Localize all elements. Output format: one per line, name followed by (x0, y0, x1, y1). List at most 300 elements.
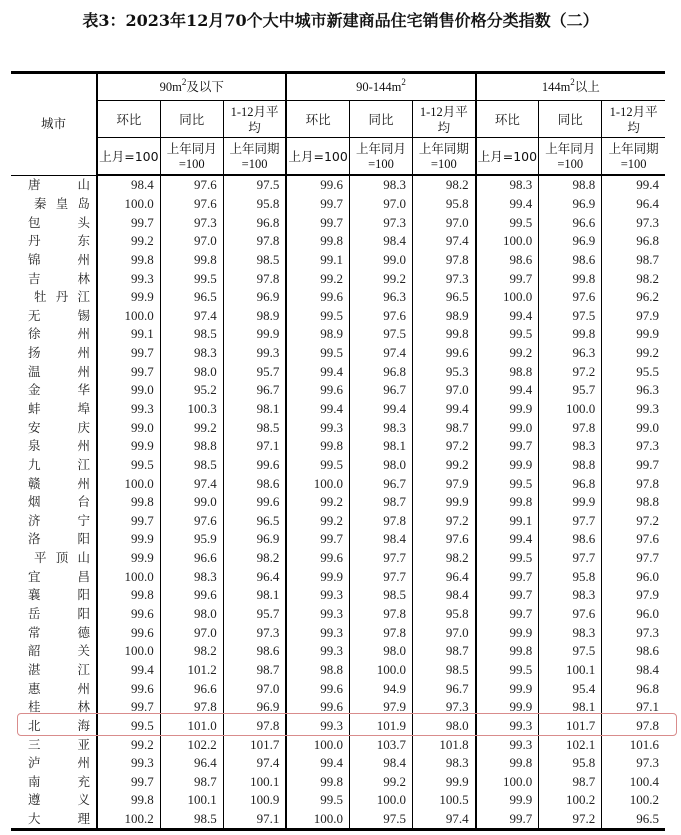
index-value-cell: 97.6 (160, 175, 223, 195)
subcol-header-1-1 (349, 101, 412, 138)
index-value-cell: 99.9 (97, 437, 160, 456)
index-value-cell: 101.8 (413, 735, 476, 754)
index-value-cell: 99.8 (286, 232, 349, 251)
index-value-cell: 97.9 (602, 306, 665, 325)
table-row (11, 773, 665, 792)
index-value-cell: 96.8 (539, 474, 602, 493)
index-value-cell: 96.4 (413, 567, 476, 586)
index-value-cell: 99.4 (476, 306, 539, 325)
index-value-cell: 98.0 (349, 642, 412, 661)
subcol-header-2-0 (476, 101, 539, 138)
city-char: 宁 (77, 512, 90, 528)
subcol-label-line1: 1-12月平 (419, 104, 468, 119)
base-label-line2: =100 (430, 156, 457, 171)
table-row (11, 288, 665, 307)
index-value-cell: 100.3 (160, 400, 223, 419)
index-value-cell: 99.5 (286, 306, 349, 325)
base-label-line2: =100 (557, 156, 584, 171)
city-char: 遵 (28, 792, 41, 808)
index-value-cell: 95.2 (160, 381, 223, 400)
index-value-cell: 98.3 (539, 586, 602, 605)
city-cell (11, 512, 97, 531)
index-value-cell: 99.8 (97, 791, 160, 810)
base-label-line2: =100 (620, 156, 647, 171)
index-value-cell: 102.2 (160, 735, 223, 754)
index-value-cell: 99.4 (286, 754, 349, 773)
index-value-cell: 98.8 (160, 437, 223, 456)
city-char: 常 (28, 624, 41, 640)
index-value-cell: 101.9 (349, 717, 412, 736)
table-row (11, 810, 665, 830)
index-value-cell: 99.7 (286, 530, 349, 549)
city-char: 泉 (28, 438, 41, 454)
index-value-cell: 98.5 (223, 418, 286, 437)
city-cell (11, 493, 97, 512)
index-value-cell: 97.3 (413, 269, 476, 288)
index-value-cell: 99.7 (476, 605, 539, 624)
city-cell (11, 232, 97, 251)
table-row (11, 232, 665, 251)
table-row (11, 474, 665, 493)
index-value-cell: 97.0 (223, 679, 286, 698)
index-value-cell: 97.7 (349, 549, 412, 568)
table-row (11, 195, 665, 214)
index-value-cell: 99.7 (476, 810, 539, 830)
base-header-1-0 (286, 138, 349, 176)
base-header-1-2 (413, 138, 476, 176)
index-value-cell: 98.3 (349, 175, 412, 195)
index-value-cell: 95.7 (223, 605, 286, 624)
index-value-cell: 96.8 (602, 232, 665, 251)
index-value-cell: 98.6 (539, 251, 602, 270)
city-cell (11, 381, 97, 400)
city-char: 州 (77, 326, 90, 342)
index-value-cell: 97.7 (539, 549, 602, 568)
subcol-header-2-1 (539, 101, 602, 138)
index-value-cell: 98.3 (539, 623, 602, 642)
city-char: 岛 (77, 195, 90, 211)
index-value-cell: 99.6 (223, 493, 286, 512)
subcol-header-1-0 (286, 101, 349, 138)
index-value-cell: 96.8 (223, 213, 286, 232)
index-value-cell: 97.9 (602, 586, 665, 605)
index-value-cell: 96.9 (223, 530, 286, 549)
index-value-cell: 99.9 (413, 773, 476, 792)
index-value-cell: 99.4 (476, 381, 539, 400)
index-value-cell: 97.0 (349, 195, 412, 214)
index-value-cell: 97.8 (602, 474, 665, 493)
index-value-cell: 97.2 (539, 362, 602, 381)
base-header-2-2 (602, 138, 665, 176)
index-value-cell: 96.5 (160, 288, 223, 307)
city-char: 州 (77, 755, 90, 771)
index-value-cell: 97.0 (413, 623, 476, 642)
base-label-line1: 上年同月 (166, 140, 217, 156)
city-cell (11, 623, 97, 642)
index-value-cell: 98.5 (160, 325, 223, 344)
city-char: 充 (77, 773, 90, 789)
index-value-cell: 98.0 (160, 362, 223, 381)
index-value-cell: 99.9 (602, 325, 665, 344)
index-value-cell: 97.3 (602, 623, 665, 642)
table-row (11, 400, 665, 419)
index-value-cell: 97.2 (413, 437, 476, 456)
index-value-cell: 98.4 (349, 754, 412, 773)
city-char: 宜 (28, 568, 41, 584)
index-value-cell: 100.0 (476, 773, 539, 792)
index-value-cell: 99.8 (539, 325, 602, 344)
index-value-cell: 98.4 (413, 586, 476, 605)
index-value-cell: 99.5 (476, 661, 539, 680)
index-value-cell: 98.5 (349, 586, 412, 605)
city-char: 阳 (77, 606, 90, 622)
index-value-cell: 99.0 (97, 381, 160, 400)
city-char: 大 (28, 811, 41, 827)
index-value-cell: 99.2 (160, 418, 223, 437)
index-value-cell: 96.6 (160, 679, 223, 698)
index-value-cell: 98.8 (539, 175, 602, 195)
index-value-cell: 95.8 (413, 195, 476, 214)
index-value-cell: 100.0 (97, 474, 160, 493)
index-value-cell: 97.8 (349, 605, 412, 624)
index-value-cell: 99.7 (97, 773, 160, 792)
table-row (11, 754, 665, 773)
table-row (11, 306, 665, 325)
index-value-cell: 96.4 (160, 754, 223, 773)
city-char: 吉 (28, 270, 41, 286)
index-value-cell: 99.3 (286, 605, 349, 624)
index-value-cell: 98.2 (413, 549, 476, 568)
index-value-cell: 97.5 (539, 306, 602, 325)
index-value-cell: 99.5 (476, 213, 539, 232)
city-cell (11, 810, 97, 830)
base-label-line1: 上年同期 (418, 140, 469, 156)
index-value-cell: 97.1 (223, 810, 286, 830)
index-value-cell: 100.0 (97, 567, 160, 586)
subcol-header-0-1 (160, 101, 223, 138)
index-value-cell: 99.0 (97, 418, 160, 437)
index-value-cell: 97.2 (602, 512, 665, 531)
index-value-cell: 96.3 (349, 288, 412, 307)
index-value-cell: 97.9 (349, 698, 412, 717)
index-value-cell: 99.4 (97, 661, 160, 680)
group-header-90-144: $90-144m^2$ (286, 73, 475, 101)
index-value-cell: 96.0 (602, 567, 665, 586)
index-value-cell: 97.5 (223, 175, 286, 195)
index-value-cell: 98.7 (349, 493, 412, 512)
table-row (11, 586, 665, 605)
city-char: 烟 (28, 494, 41, 510)
table-row (11, 661, 665, 680)
base-label-line1: 上年同期 (229, 140, 280, 156)
index-value-cell: 97.0 (160, 623, 223, 642)
index-value-cell: 99.2 (286, 269, 349, 288)
index-value-cell: 95.8 (223, 195, 286, 214)
city-cell (11, 306, 97, 325)
index-value-cell: 99.2 (349, 269, 412, 288)
index-value-cell: 97.4 (160, 306, 223, 325)
city-char: 州 (77, 475, 90, 491)
table-row (11, 344, 665, 363)
city-cell (11, 567, 97, 586)
city-cell (11, 642, 97, 661)
index-value-cell: 99.9 (476, 698, 539, 717)
index-value-cell: 99.4 (476, 530, 539, 549)
table-row (11, 456, 665, 475)
city-char: 安 (28, 419, 41, 435)
index-value-cell: 99.8 (286, 437, 349, 456)
index-value-cell: 98.5 (160, 810, 223, 830)
index-value-cell: 98.5 (223, 251, 286, 270)
index-value-cell: 97.0 (160, 232, 223, 251)
city-char: 襄 (28, 587, 41, 603)
index-value-cell: 96.8 (349, 362, 412, 381)
city-char: 扬 (28, 345, 41, 361)
index-value-cell: 99.8 (97, 586, 160, 605)
index-value-cell: 97.3 (413, 698, 476, 717)
index-value-cell: 96.4 (602, 195, 665, 214)
index-value-cell: 100.2 (97, 810, 160, 830)
index-value-cell: 99.9 (97, 288, 160, 307)
index-value-cell: 96.8 (602, 679, 665, 698)
index-value-cell: 98.7 (223, 661, 286, 680)
index-value-cell: 96.2 (602, 288, 665, 307)
city-cell (11, 661, 97, 680)
subcol-label: 环比 (305, 111, 331, 127)
base-label: 上月=100 (99, 148, 159, 164)
index-value-cell: 99.3 (97, 400, 160, 419)
index-value-cell: 98.5 (160, 456, 223, 475)
city-char: 北 (28, 717, 41, 733)
index-value-cell: 100.2 (539, 791, 602, 810)
index-value-cell: 95.8 (413, 605, 476, 624)
index-value-cell: 99.7 (97, 362, 160, 381)
index-value-cell: 98.2 (413, 175, 476, 195)
index-value-cell: 99.2 (97, 735, 160, 754)
index-value-cell: 96.9 (539, 195, 602, 214)
index-value-cell: 99.4 (413, 400, 476, 419)
index-value-cell: 99.3 (602, 400, 665, 419)
index-value-cell: 97.3 (602, 213, 665, 232)
index-value-cell: 97.4 (413, 810, 476, 830)
index-value-cell: 95.8 (539, 754, 602, 773)
city-char: 山 (77, 550, 90, 566)
index-value-cell: 99.6 (160, 586, 223, 605)
city-cell (11, 325, 97, 344)
index-value-cell: 99.6 (223, 456, 286, 475)
base-header-2-0 (476, 138, 539, 176)
index-value-cell: 97.8 (349, 512, 412, 531)
index-value-cell: 101.0 (160, 717, 223, 736)
base-header-0-2 (223, 138, 286, 176)
index-value-cell: 97.8 (223, 717, 286, 736)
index-value-cell: 97.5 (539, 642, 602, 661)
index-value-cell: 99.9 (97, 549, 160, 568)
city-char: 锡 (77, 307, 90, 323)
table-row (11, 679, 665, 698)
table-row (11, 530, 665, 549)
city-char: 九 (28, 456, 41, 472)
subcol-label-line1: 1-12月平 (609, 104, 658, 119)
index-value-cell: 98.8 (286, 661, 349, 680)
index-value-cell: 99.9 (476, 679, 539, 698)
index-value-cell: 97.7 (349, 567, 412, 586)
index-value-cell: 95.7 (539, 381, 602, 400)
index-value-cell: 99.8 (476, 754, 539, 773)
index-value-cell: 98.1 (223, 400, 286, 419)
city-char: 林 (77, 699, 90, 715)
index-value-cell: 100.0 (539, 400, 602, 419)
index-value-cell: 98.9 (413, 306, 476, 325)
index-value-cell: 96.7 (413, 679, 476, 698)
index-value-cell: 100.0 (349, 661, 412, 680)
base-header-1-1 (349, 138, 412, 176)
index-value-cell: 99.7 (286, 213, 349, 232)
index-value-cell: 95.4 (539, 679, 602, 698)
index-value-cell: 96.5 (413, 288, 476, 307)
city-char: 州 (77, 438, 90, 454)
table-row (11, 791, 665, 810)
index-value-cell: 96.9 (539, 232, 602, 251)
index-value-cell: 99.7 (97, 344, 160, 363)
index-value-cell: 98.8 (602, 493, 665, 512)
index-value-cell: 97.3 (602, 437, 665, 456)
city-char: 州 (77, 363, 90, 379)
index-value-cell: 99.7 (476, 567, 539, 586)
city-char: 赣 (28, 475, 41, 491)
city-cell (11, 474, 97, 493)
index-value-cell: 100.1 (539, 661, 602, 680)
city-cell (11, 754, 97, 773)
index-value-cell: 96.9 (223, 698, 286, 717)
index-value-cell: 99.6 (286, 549, 349, 568)
table-row (11, 623, 665, 642)
index-value-cell: 97.4 (413, 232, 476, 251)
index-value-cell: 98.3 (160, 567, 223, 586)
index-value-cell: 99.9 (286, 567, 349, 586)
city-char: 蚌 (28, 401, 41, 416)
index-value-cell: 97.4 (160, 474, 223, 493)
index-value-cell: 98.4 (349, 530, 412, 549)
city-cell (11, 437, 97, 456)
city-cell (11, 773, 97, 792)
index-value-cell: 98.7 (413, 642, 476, 661)
subcol-header-1-2 (413, 101, 476, 138)
subcol-label: 同比 (179, 111, 205, 127)
city-char: 阳 (77, 531, 90, 547)
index-value-cell: 95.8 (539, 567, 602, 586)
base-label-line2: =100 (241, 156, 268, 171)
index-value-cell: 97.6 (160, 512, 223, 531)
index-value-cell: 103.7 (349, 735, 412, 754)
city-char: 阳 (77, 587, 90, 603)
index-value-cell: 99.7 (476, 437, 539, 456)
city-char: 湛 (28, 661, 41, 677)
index-value-cell: 100.0 (97, 642, 160, 661)
city-char: 州 (77, 251, 90, 267)
city-char: 济 (28, 512, 41, 528)
base-header-0-1 (160, 138, 223, 176)
index-value-cell: 99.7 (97, 698, 160, 717)
city-char: 牡 (34, 289, 47, 305)
city-char: 理 (77, 811, 90, 827)
city-char: 东 (77, 233, 90, 249)
index-value-cell: 98.3 (349, 418, 412, 437)
city-char: 金 (28, 382, 41, 398)
index-value-cell: 98.6 (223, 642, 286, 661)
city-char: 徐 (28, 326, 41, 342)
index-value-cell: 99.0 (160, 493, 223, 512)
subcol-label: 同比 (368, 111, 394, 127)
index-value-cell: 99.0 (349, 251, 412, 270)
city-char: 江 (77, 456, 90, 472)
city-cell (11, 195, 97, 214)
table-row (11, 735, 665, 754)
city-char: 亚 (77, 736, 90, 752)
index-value-cell: 99.5 (286, 344, 349, 363)
group-header-over-144: $144m^2$以上 (476, 73, 665, 101)
index-value-cell: 99.3 (97, 269, 160, 288)
index-value-cell: 99.6 (413, 344, 476, 363)
index-value-cell: 99.8 (539, 269, 602, 288)
city-cell (11, 456, 97, 475)
index-value-cell: 98.7 (160, 773, 223, 792)
index-value-cell: 99.9 (476, 400, 539, 419)
index-value-cell: 99.5 (286, 791, 349, 810)
index-value-cell: 98.5 (413, 661, 476, 680)
index-value-cell: 99.8 (97, 493, 160, 512)
index-value-cell: 97.3 (223, 623, 286, 642)
table-row (11, 567, 665, 586)
base-header-2-1 (539, 138, 602, 176)
price-index-table (11, 71, 665, 831)
city-char: 关 (77, 643, 90, 659)
index-value-cell: 96.9 (223, 288, 286, 307)
index-value-cell: 95.5 (602, 362, 665, 381)
index-value-cell: 94.9 (349, 679, 412, 698)
index-value-cell: 99.8 (97, 251, 160, 270)
index-value-cell: 98.7 (602, 251, 665, 270)
index-value-cell: 99.6 (286, 381, 349, 400)
table-row (11, 717, 665, 736)
index-value-cell: 99.3 (286, 623, 349, 642)
city-char: 惠 (28, 680, 41, 696)
city-char: 丹 (55, 289, 69, 305)
index-value-cell: 98.8 (539, 456, 602, 475)
index-value-cell: 100.5 (413, 791, 476, 810)
base-label-line2: =100 (178, 156, 205, 171)
city-char: 海 (77, 717, 90, 733)
city-char: 三 (28, 736, 41, 752)
index-value-cell: 99.7 (602, 456, 665, 475)
index-value-cell: 97.6 (160, 195, 223, 214)
index-value-cell: 96.6 (160, 549, 223, 568)
base-label-line1: 上年同月 (355, 140, 406, 156)
index-value-cell: 97.8 (539, 418, 602, 437)
city-cell (11, 698, 97, 717)
index-value-cell: 97.8 (349, 623, 412, 642)
subcol-header-2-2 (602, 101, 665, 138)
city-cell (11, 530, 97, 549)
city-column-header: 城市 (11, 73, 97, 176)
index-value-cell: 97.6 (539, 288, 602, 307)
index-value-cell: 97.3 (602, 754, 665, 773)
index-value-cell: 99.1 (97, 325, 160, 344)
index-value-cell: 99.3 (97, 754, 160, 773)
index-value-cell: 99.6 (286, 175, 349, 195)
table-row (11, 605, 665, 624)
index-value-cell: 99.2 (349, 773, 412, 792)
